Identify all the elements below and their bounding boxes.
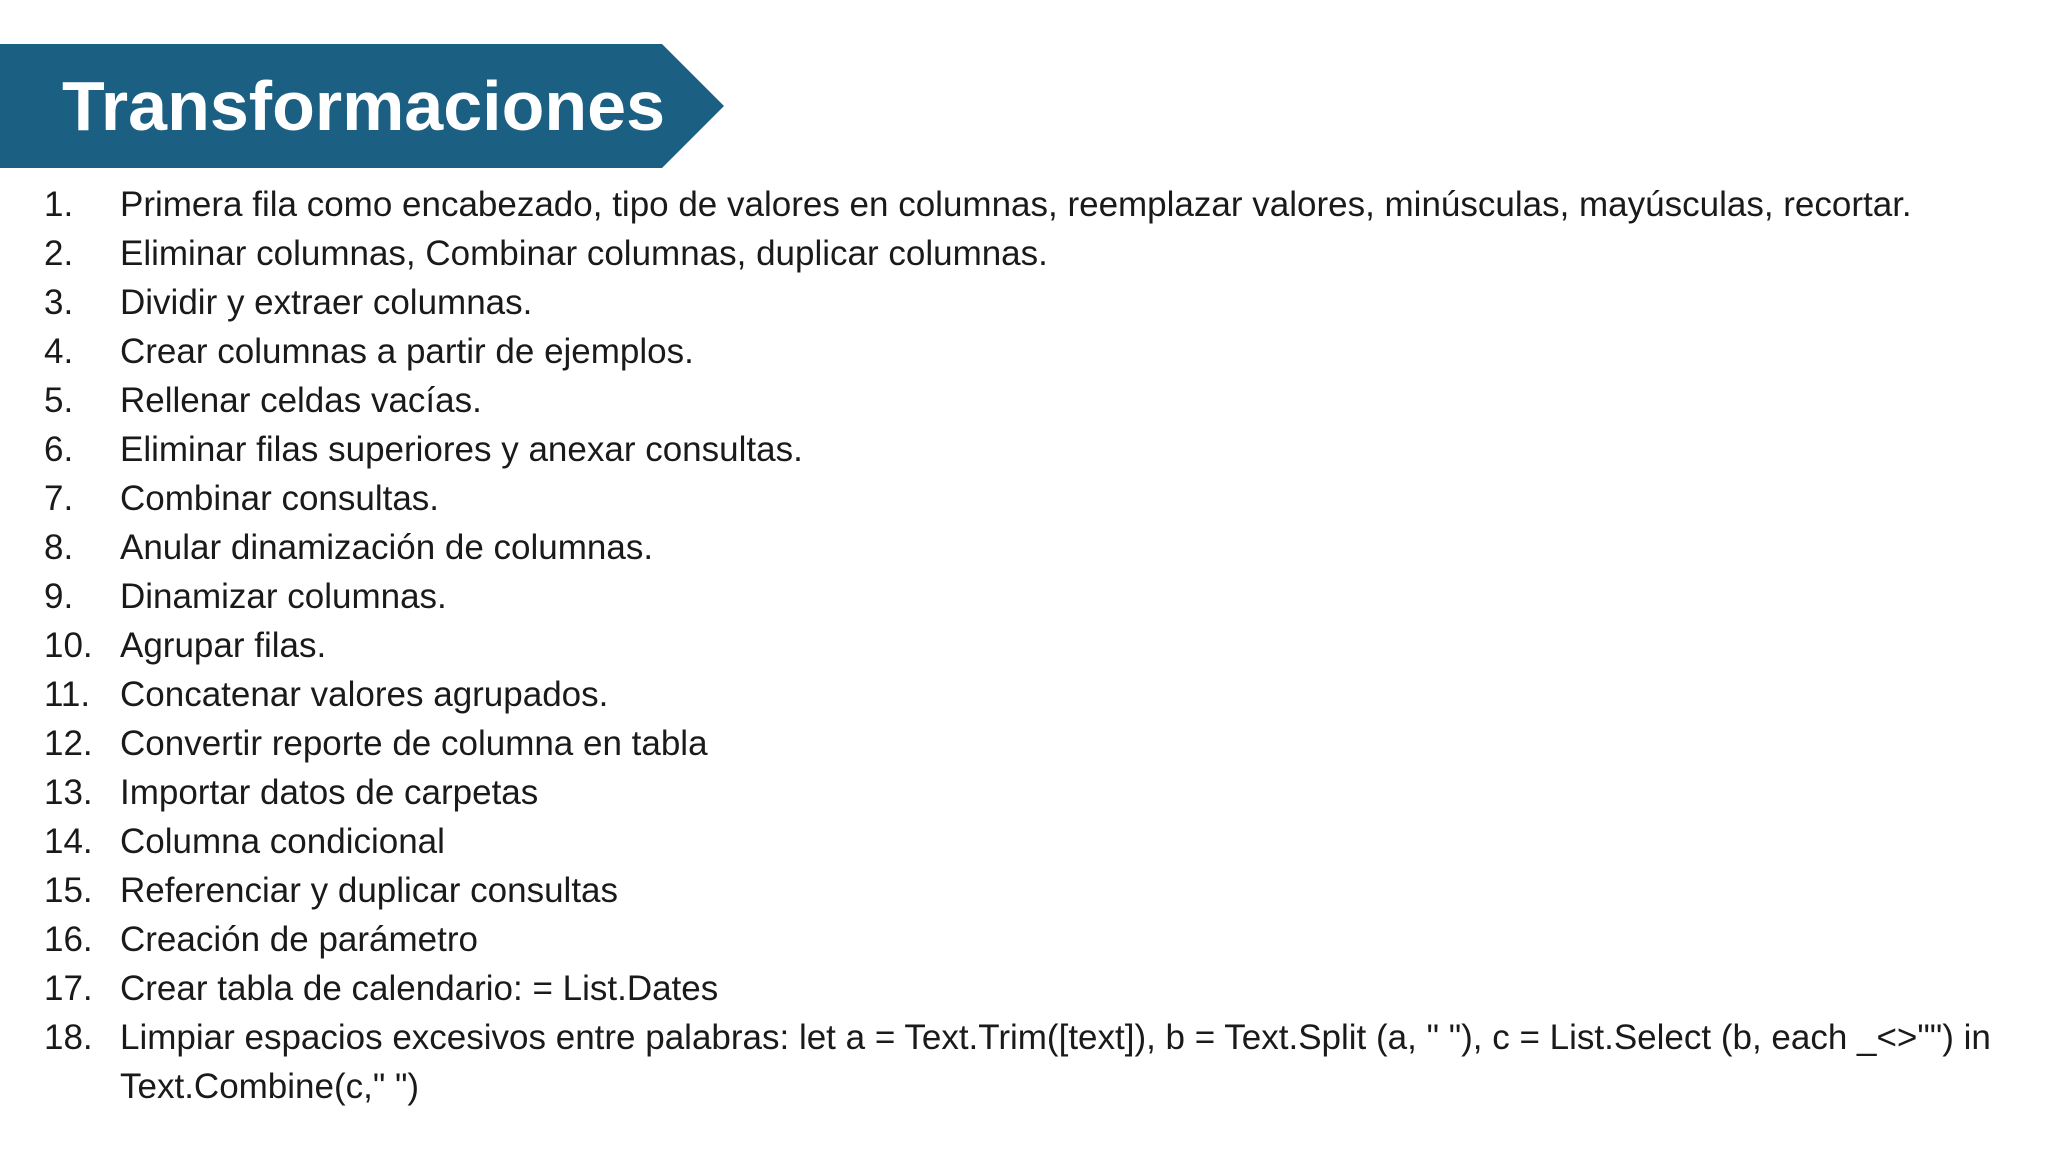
slide-title: Transformaciones — [62, 67, 665, 145]
item-number: 13. — [44, 773, 93, 812]
item-number: 6. — [44, 430, 74, 469]
list-item — [0, 572, 2048, 621]
list-item — [0, 474, 2048, 523]
item-text: Eliminar columnas, Combinar columnas, duplicar columnas. — [120, 234, 1048, 273]
title-banner — [0, 44, 724, 168]
item-number: 2. — [44, 234, 74, 273]
item-number: 11. — [44, 675, 91, 714]
transformations-list — [0, 180, 2048, 1111]
item-number: 18. — [44, 1018, 93, 1057]
item-text: Dinamizar columnas. — [120, 577, 447, 616]
list-item — [0, 425, 2048, 474]
item-text: Importar datos de carpetas — [120, 773, 539, 812]
item-text: Crear tabla de calendario: = List.Dates — [120, 969, 719, 1008]
list-item — [0, 523, 2048, 572]
item-text: Creación de parámetro — [120, 920, 478, 959]
item-number: 10. — [44, 626, 93, 665]
item-text: Convertir reporte de columna en tabla — [120, 724, 708, 763]
list-item — [0, 229, 2048, 278]
item-text: Referenciar y duplicar consultas — [120, 871, 619, 910]
item-number: 9. — [44, 577, 74, 616]
item-number: 7. — [44, 479, 74, 518]
list-item — [0, 915, 2048, 964]
item-text: Dividir y extraer columnas. — [120, 283, 533, 322]
list-item — [0, 1013, 2048, 1111]
list-item — [0, 964, 2048, 1013]
list-item — [0, 768, 2048, 817]
item-number: 8. — [44, 528, 74, 567]
item-number: 4. — [44, 332, 74, 371]
item-number: 16. — [44, 920, 93, 959]
list-item — [0, 180, 2048, 229]
item-number: 1. — [44, 185, 74, 224]
list-item — [0, 621, 2048, 670]
list-item — [0, 327, 2048, 376]
item-text: Eliminar filas superiores y anexar consultas. — [120, 430, 803, 469]
item-text: Rellenar celdas vacías. — [120, 381, 482, 420]
list-item — [0, 670, 2048, 719]
item-text: Crear columnas a partir de ejemplos. — [120, 332, 694, 371]
item-text: Anular dinamización de columnas. — [120, 528, 654, 567]
item-number: 15. — [44, 871, 93, 910]
item-number: 17. — [44, 969, 93, 1008]
list-item — [0, 278, 2048, 327]
item-number: 12. — [44, 724, 93, 763]
item-text: Agrupar filas. — [120, 626, 327, 665]
item-text: Primera fila como encabezado, tipo de valores en columnas, reemplazar valores, minúsculas, mayúsculas, recortar. — [120, 185, 1912, 224]
item-text: Limpiar espacios excesivos entre palabras: let a = Text.Trim([text]), b = Text.Split (a, " "), c = List.Select (b, each _<>"") in Text.Combine(c," ") — [120, 1018, 1991, 1106]
list-item — [0, 817, 2048, 866]
item-number: 14. — [44, 822, 93, 861]
list-item — [0, 719, 2048, 768]
item-text: Columna condicional — [120, 822, 445, 861]
item-number: 3. — [44, 283, 74, 322]
list-item — [0, 866, 2048, 915]
item-text: Concatenar valores agrupados. — [120, 675, 609, 714]
item-number: 5. — [44, 381, 74, 420]
item-text: Combinar consultas. — [120, 479, 440, 518]
list-item — [0, 376, 2048, 425]
